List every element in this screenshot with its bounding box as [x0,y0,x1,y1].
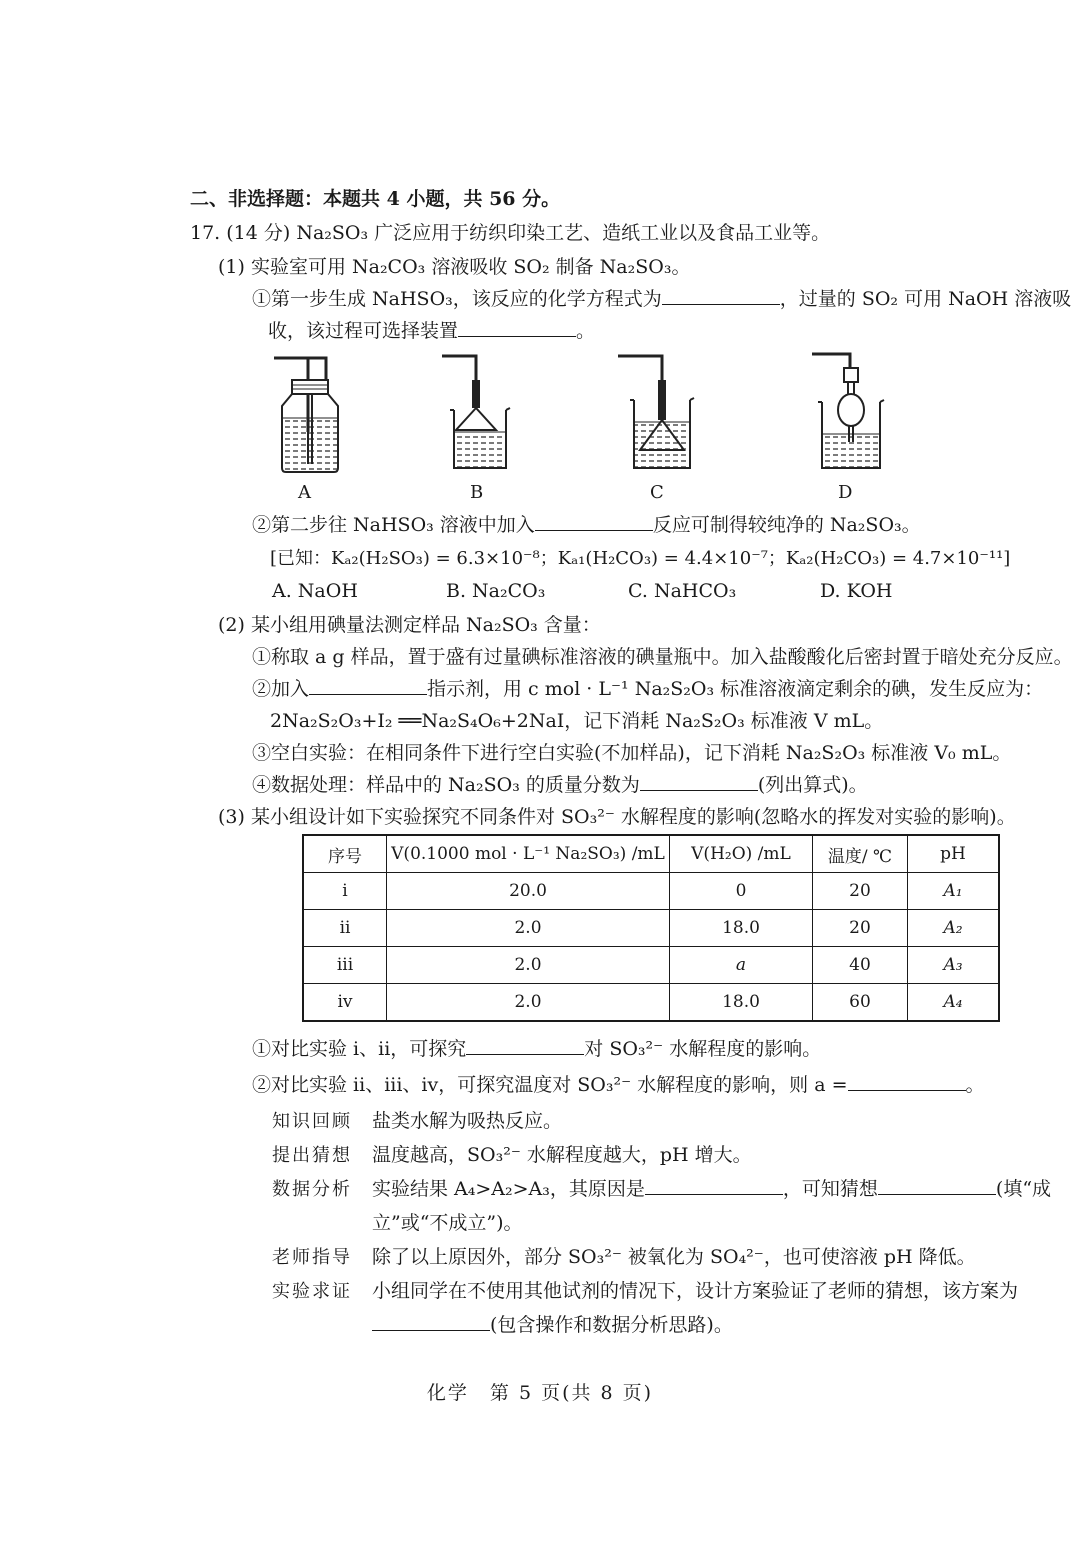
q17-intro: 17. (14 分) Na₂SO₃ 广泛应用于纺织印染工艺、造纸工业以及食品工业等。 [190,222,831,244]
table-cell: A₁ [908,873,1000,910]
apparatus-b-figure [440,350,516,474]
table-row [303,873,999,910]
table-cell: 20.0 [387,873,670,910]
table-cell: A₃ [908,947,1000,984]
section-heading: 二、非选择题：本题共 4 小题，共 56 分。 [190,188,561,210]
keyword-text: 除了以上原因外，部分 SO₃²⁻ 被氧化为 SO₄²⁻，也可使溶液 pH 降低。 [372,1246,976,1268]
analysis-text-b: ，可知猜想 [782,1178,878,1200]
table-header: pH [908,835,1000,873]
knowledge-review [272,1108,562,1135]
part3-title: (3) 某小组设计如下实验探究不同条件对 SO₃²⁻ 水解程度的影响(忽略水的挥发对实验的影响)。 [218,806,1016,828]
table-cell: ii [303,910,387,947]
table-header: 序号 [303,835,387,873]
table-cell: a [670,947,813,984]
analysis-text-a: 实验结果 A₄>A₂>A₃，其原因是 [372,1178,645,1200]
table-header: V(H₂O) /mL [670,835,813,873]
apparatus-label-a: A [298,482,311,503]
table-cell: 2.0 [387,910,670,947]
part2-step1: ①称取 a g 样品，置于盛有过量碘标准溶液的碘量瓶中。加入盐酸酸化后密封置于暗处充分反应。 [252,646,1073,668]
part1-title: (1) 实验室可用 Na₂CO₃ 溶液吸收 SO₂ 制备 Na₂SO₃。 [218,256,691,278]
part2-step2 [252,676,1043,702]
p3q2-text-a: ②对比实验 ii、iii、iv，可探究温度对 SO₃²⁻ 水解程度的影响，则 a = [252,1074,848,1096]
q1-line2-text: 收，该过程可选择装置 [268,320,459,342]
apparatus-label-c: C [650,482,664,503]
experimental-verification [272,1278,1018,1305]
answer-blank-a-value[interactable] [848,1072,966,1091]
option-d[interactable]: D. KOH [820,580,893,602]
step4-text-b: (列出算式)。 [757,774,868,796]
keyword-text: 盐类水解为吸热反应。 [372,1110,563,1132]
step4-text-a: ④数据处理：样品中的 Na₂SO₃ 的质量分数为 [252,774,640,796]
part2-step4 [252,772,868,798]
keyword-label: 提出猜想 [272,1145,352,1166]
answer-blank-mass-fraction[interactable] [640,772,758,791]
table-cell: A₂ [908,910,1000,947]
table-header: V(0.1000 mol · L⁻¹ Na₂SO₃) /mL [387,835,670,873]
answer-blank-indicator[interactable] [309,676,427,695]
option-c[interactable]: C. NaHCO₃ [628,580,737,602]
experiment-table [302,834,1000,1022]
verification-text: (包含操作和数据分析思路)。 [490,1314,733,1336]
part2-title: (2) 某小组用碘量法测定样品 Na₂SO₃ 含量： [218,614,601,636]
teacher-guidance [272,1244,976,1271]
part2-step2-line2: 2Na₂S₂O₃+I₂ ══Na₂S₄O₆+2NaI，记下消耗 Na₂S₂O₃ 标准液 V mL。 [270,710,884,732]
keyword-text: 小组同学在不使用其他试剂的情况下，设计方案验证了老师的猜想，该方案为 [372,1280,1019,1302]
table-header-row [303,835,999,873]
part1-q2 [252,512,921,538]
analysis-text-c: (填“成 [995,1178,1052,1200]
hypothesis [272,1142,752,1169]
p3q1-text-b: 对 SO₃²⁻ 水解程度的影响。 [584,1038,822,1060]
option-b[interactable]: B. Na₂CO₃ [446,580,546,602]
part2-step3: ③空白实验：在相同条件下进行空白实验(不加样品)，记下消耗 Na₂S₂O₃ 标准液 V₀ mL。 [252,742,1012,764]
q1-text-b: ，过量的 SO₂ 可用 NaOH 溶液吸 [779,288,1072,310]
table-cell: 18.0 [670,910,813,947]
part3-q1 [252,1036,821,1062]
part3-q2 [252,1072,985,1098]
table-cell: 60 [813,984,908,1022]
answer-blank-scheme[interactable] [372,1312,490,1331]
option-a[interactable]: A. NaOH [272,580,358,602]
table-cell: iii [303,947,387,984]
apparatus-a-figure [268,352,344,476]
experimental-verification-line2 [372,1312,733,1338]
q2-text-b: 反应可制得较纯净的 Na₂SO₃。 [652,514,921,536]
keyword-label: 数据分析 [272,1179,352,1200]
answer-blank-apparatus[interactable] [458,318,576,337]
answer-blank-factor[interactable] [466,1036,584,1055]
table-cell: i [303,873,387,910]
q2-text-a: ②第二步往 NaHSO₃ 溶液中加入 [252,514,535,536]
answer-blank-equation[interactable] [662,286,780,305]
table-cell: 18.0 [670,984,813,1022]
keyword-text: 温度越高，SO₃²⁻ 水解程度越大，pH 增大。 [372,1144,752,1166]
answer-blank-hypothesis[interactable] [878,1176,996,1195]
q1-text-a: ①第一步生成 NaHSO₃，该反应的化学方程式为 [252,288,662,310]
table-row [303,984,999,1022]
table-cell: 20 [813,873,908,910]
known-constants: [已知：Kₐ₂(H₂SO₃) = 6.3×10⁻⁸；Kₐ₁(H₂CO₃) = 4.4×10⁻⁷；Kₐ₂(H₂CO₃) = 4.7×10⁻¹¹] [270,548,1011,569]
answer-blank-reagent[interactable] [535,512,653,531]
part1-q1-line2 [268,318,595,344]
table-cell: 40 [813,947,908,984]
table-row [303,910,999,947]
table-cell: 2.0 [387,984,670,1022]
page-footer: 化学 第 5 页(共 8 页) [426,1382,654,1404]
keyword-label: 知识回顾 [272,1111,352,1132]
apparatus-c-figure [616,350,696,474]
q1-line2-end: 。 [576,320,596,342]
apparatus-label-b: B [470,482,484,503]
answer-blank-reason[interactable] [645,1176,783,1195]
table-cell: 2.0 [387,947,670,984]
keyword-label: 实验求证 [272,1281,352,1302]
p3q1-text-a: ①对比实验 i、ii，可探究 [252,1038,467,1060]
table-row [303,947,999,984]
apparatus-d-figure [808,350,888,474]
data-analysis-line2: 立”或“不成立”)。 [372,1212,523,1234]
keyword-label: 老师指导 [272,1247,352,1268]
step2-text-b: 指示剂，用 c mol · L⁻¹ Na₂S₂O₃ 标准溶液滴定剩余的碘，发生反应为： [427,678,1044,700]
table-cell: A₄ [908,984,1000,1022]
apparatus-label-d: D [838,482,853,503]
table-cell: iv [303,984,387,1022]
data-analysis [272,1176,1051,1203]
table-cell: 0 [670,873,813,910]
part1-q1-line1 [252,286,1071,312]
p3q2-text-b: 。 [965,1074,985,1096]
table-header: 温度/ ℃ [813,835,908,873]
step2-text-a: ②加入 [252,678,310,700]
table-cell: 20 [813,910,908,947]
